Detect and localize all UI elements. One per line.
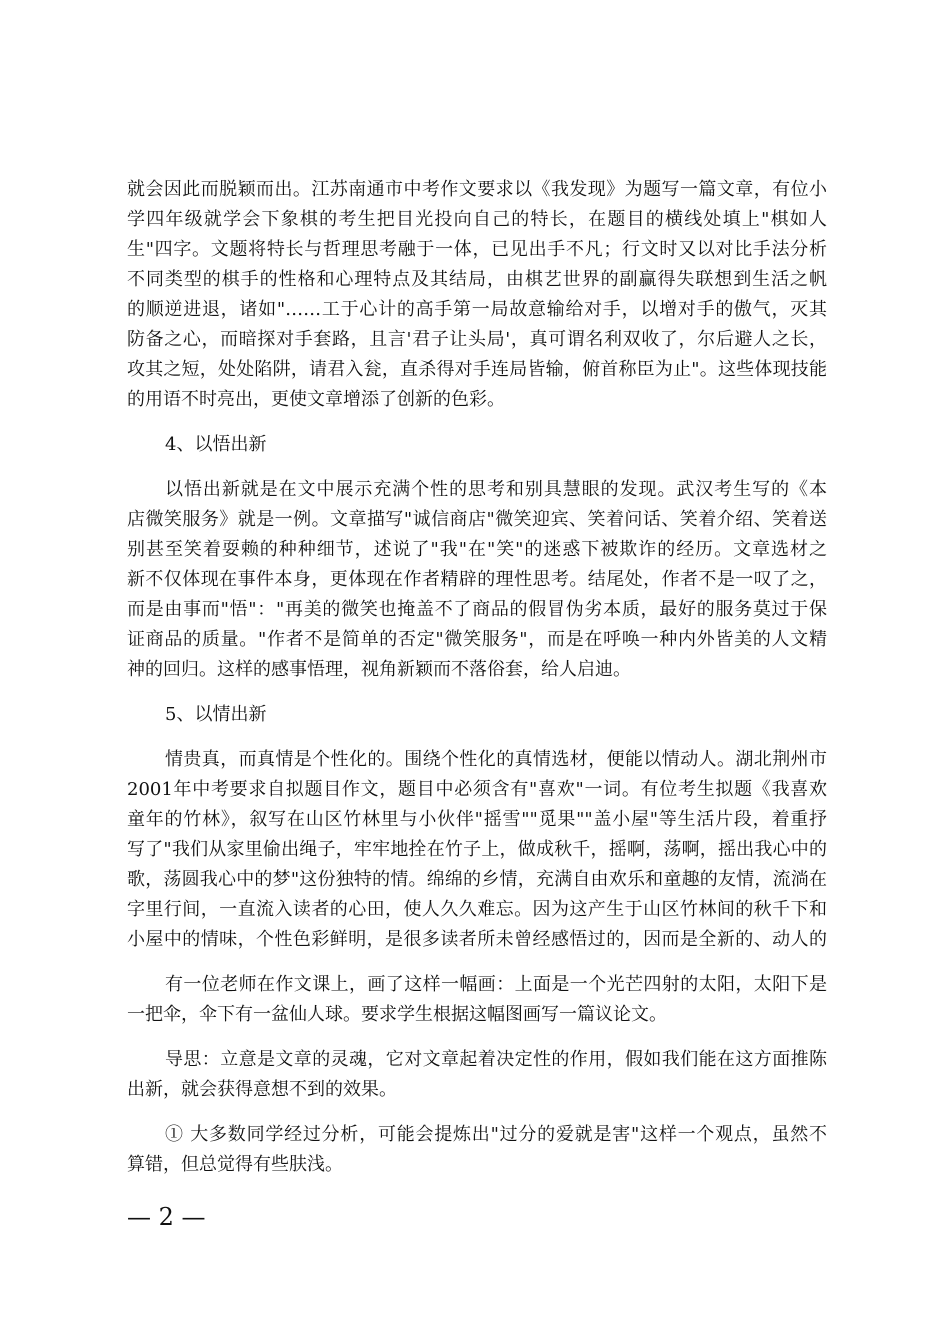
paragraph-4-line: 有一位老师在作文课上，画了这样一幅画：上面是一个光芒四射的太阳，太阳下是 — [165, 974, 827, 995]
paragraph-5-line: 导思：立意是文章的灵魂，它对文章起着决定性的作用，假如我们能在这方面推陈 — [165, 1049, 827, 1070]
paragraph-5-line: 出新，就会获得意想不到的效果。 — [127, 1079, 397, 1100]
paragraph-3-line: 写了"我们从家里偷出绳子，牢牢地拴在竹子上，做成秋千，摇啊，荡啊，摇出我心中的 — [127, 839, 827, 860]
section-heading-4: 4、以悟出新 — [165, 434, 267, 455]
section-heading-5: 5、以情出新 — [165, 704, 267, 725]
paragraph-4-line: 一把伞，伞下有一盆仙人球。要求学生根据这幅图画写一篇议论文。 — [127, 1004, 667, 1025]
paragraph-3-line: 歌，荡圆我心中的梦"这份独特的情。绵绵的乡情，充满自由欢乐和童趣的友情，流淌在 — [127, 869, 827, 890]
paragraph-2-line: 别甚至笑着耍赖的种种细节，述说了"我"在"笑"的迷惑下被欺诈的经历。文章选材之 — [127, 539, 827, 560]
paragraph-1-line: 学四年级就学会下象棋的考生把目光投向自己的特长，在题目的横线处填上"棋如人 — [127, 209, 827, 230]
paragraph-3-line: 童年的竹林》，叙写在山区竹林里与小伙伴"摇雪""觅果""盖小屋"等生活片段，着重抒 — [127, 809, 827, 830]
paragraph-3-line: 字里行间，一直流入读者的心田，使人久久难忘。因为这产生于山区竹林间的秋千下和 — [127, 899, 827, 920]
paragraph-1-line: 的顺逆进退，诸如"……工于心计的高手第一局故意输给对手，以增对手的傲气，灭其 — [127, 299, 827, 320]
paragraph-6-line: ① 大多数同学经过分析，可能会提炼出"过分的爱就是害"这样一个观点，虽然不 — [165, 1124, 827, 1145]
paragraph-6-line: 算错，但总觉得有些肤浅。 — [127, 1154, 343, 1175]
paragraph-1-line: 生"四字。文题将特长与哲理思考融于一体，已见出手不凡；行文时又以对比手法分析 — [127, 239, 827, 260]
paragraph-2-line: 神的回归。这样的感事悟理，视角新颖而不落俗套，给人启迪。 — [127, 659, 631, 680]
paragraph-2-line: 以悟出新就是在文中展示充满个性的思考和别具慧眼的发现。武汉考生写的《本 — [165, 479, 827, 500]
page-number: — 2 — — [127, 1203, 206, 1231]
paragraph-2-line: 而是由事而"悟"："再美的微笑也掩盖不了商品的假冒伪劣本质，最好的服务莫过于保 — [127, 599, 827, 620]
paragraph-2-line: 店微笑服务》就是一例。文章描写"诚信商店"微笑迎宾、笑着问话、笑着介绍、笑着送 — [127, 509, 827, 530]
paragraph-2-line: 证商品的质量。"作者不是简单的否定"微笑服务"，而是在呼唤一种内外皆美的人文精 — [127, 629, 827, 650]
paragraph-3-line: 小屋中的情味，个性色彩鲜明，是很多读者所未曾经感悟过的，因而是全新的、动人的 — [127, 929, 827, 950]
paragraph-1-line: 的用语不时亮出，更使文章增添了创新的色彩。 — [127, 389, 505, 410]
paragraph-1-line: 就会因此而脱颖而出。江苏南通市中考作文要求以《我发现》为题写一篇文章，有位小 — [127, 179, 827, 200]
paragraph-1-line: 不同类型的棋手的性格和心理特点及其结局，由棋艺世界的副赢得失联想到生活之帆 — [127, 269, 827, 290]
paragraph-3-line: 2001年中考要求自拟题目作文，题目中必须含有"喜欢"一词。有位考生拟题《我喜欢 — [127, 779, 827, 800]
paragraph-1-line: 防备之心，而暗探对手套路，且言'君子让头局'，真可谓名利双收了，尔后避人之长， — [127, 329, 827, 350]
paragraph-1-line: 攻其之短，处处陷阱，请君入瓮，直杀得对手连局皆输，俯首称臣为止"。这些体现技能 — [127, 359, 827, 380]
paragraph-3-line: 情贵真，而真情是个性化的。围绕个性化的真情选材，便能以情动人。湖北荆州市 — [165, 749, 827, 770]
paragraph-2-line: 新不仅体现在事件本身，更体现在作者精辟的理性思考。结尾处，作者不是一叹了之， — [127, 569, 827, 590]
